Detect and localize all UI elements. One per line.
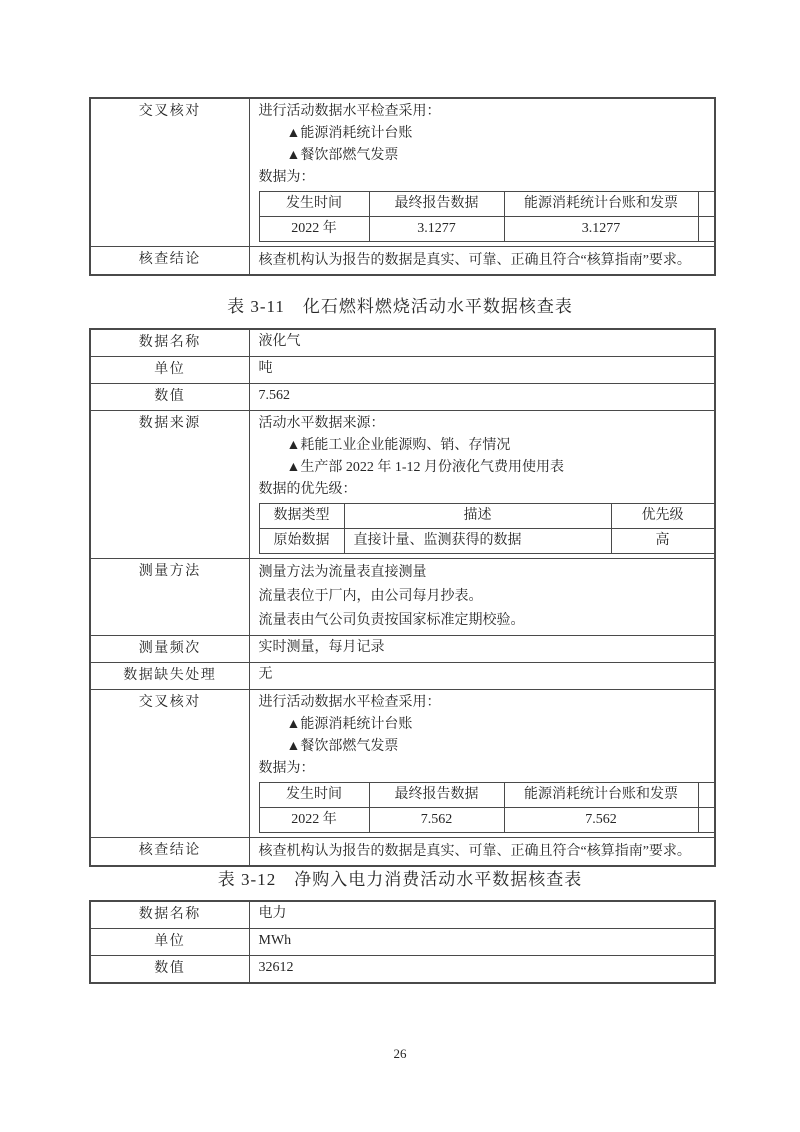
cross-check-label: 交叉核对 xyxy=(90,690,249,838)
col-header-report: 最终报告数据 xyxy=(369,783,504,808)
value-report: 7.562 xyxy=(369,808,504,833)
source-intro: 活动水平数据来源： xyxy=(258,416,385,431)
conclusion-content xyxy=(249,838,715,867)
table-row xyxy=(90,559,715,636)
table-row xyxy=(90,247,715,276)
value-value: 32612 xyxy=(249,956,715,984)
source-bullet: ▲生产部 2022 年 1-12 月份液化气费用使用表 xyxy=(286,460,565,475)
cross-check-content xyxy=(249,98,715,247)
table-row xyxy=(90,357,715,384)
col-header-desc: 描述 xyxy=(344,504,611,529)
frequency-value: 实时测量，每月记录 xyxy=(249,636,715,663)
source-bullet: ▲耗能工业企业能源购、销、存情况 xyxy=(286,438,511,453)
value-ledger: 7.562 xyxy=(504,808,698,833)
col-header-priority: 优先级 xyxy=(611,504,714,529)
table-row xyxy=(90,838,715,867)
cross-check-bullet: ▲餐饮部燃气发票 xyxy=(286,148,399,163)
inner-header-row xyxy=(259,504,714,529)
value-report: 3.1277 xyxy=(369,217,504,242)
value-ledger: 3.1277 xyxy=(504,217,698,242)
col-header-time: 发生时间 xyxy=(259,192,369,217)
table-row xyxy=(90,956,715,984)
value-type: 原始数据 xyxy=(259,529,344,554)
cross-check-label: 交叉核对 xyxy=(90,98,249,247)
missing-data-value: 无 xyxy=(249,663,715,690)
conclusion-text: 核查机构认为报告的数据是真实、可靠、正确且符合“核算指南”要求。 xyxy=(258,844,691,859)
cross-check-bullet: ▲能源消耗统计台账 xyxy=(286,717,413,732)
inner-data-row xyxy=(259,217,715,242)
method-line: 测量方法为流量表直接测量 xyxy=(258,565,427,580)
table-row xyxy=(90,384,715,411)
unit-label: 单位 xyxy=(90,929,249,956)
data-name-value: 液化气 xyxy=(249,329,715,357)
data-name-value: 电力 xyxy=(249,901,715,929)
method-line: 流量表位于厂内，由公司每月抄表。 xyxy=(258,589,483,604)
cross-check-bullet: ▲能源消耗统计台账 xyxy=(286,126,413,141)
data-source-label: 数据来源 xyxy=(90,411,249,559)
conclusion-label: 核查结论 xyxy=(90,247,249,276)
table-row xyxy=(90,929,715,956)
col-header-ledger: 能源消耗统计台账和发票 xyxy=(504,192,698,217)
table-row xyxy=(90,663,715,690)
table-3-11-title: 表 3-11 化石燃料燃烧活动水平数据核查表 xyxy=(227,297,573,316)
missing-data-label: 数据缺失处理 xyxy=(90,663,249,690)
cross-check-inner-table xyxy=(259,782,716,833)
priority-inner-table xyxy=(259,503,715,554)
unit-value: 吨 xyxy=(249,357,715,384)
value-time: 2022 年 xyxy=(259,217,369,242)
inner-data-row xyxy=(259,529,714,554)
value-desc: 直接计量、监测获得的数据 xyxy=(344,529,611,554)
conclusion-content xyxy=(249,247,715,276)
method-content xyxy=(249,559,715,636)
value-value: 7.562 xyxy=(249,384,715,411)
table-row xyxy=(90,901,715,929)
table-row xyxy=(90,411,715,559)
method-line: 流量表由气公司负责按国家标准定期校验。 xyxy=(258,613,525,628)
table-3-12 xyxy=(89,900,716,984)
inner-table-spacer-cell xyxy=(698,192,715,217)
value-label: 数值 xyxy=(90,956,249,984)
table-row xyxy=(90,690,715,838)
frequency-label: 测量频次 xyxy=(90,636,249,663)
inner-data-row xyxy=(259,808,715,833)
value-priority: 高 xyxy=(611,529,714,554)
col-header-time: 发生时间 xyxy=(259,783,369,808)
table-3-12-title: 表 3-12 净购入电力消费活动水平数据核查表 xyxy=(217,870,583,889)
inner-header-row xyxy=(259,192,715,217)
table-row xyxy=(90,98,715,247)
value-time: 2022 年 xyxy=(259,808,369,833)
table-3-11 xyxy=(89,328,716,867)
unit-value: MWh xyxy=(249,929,715,956)
col-header-report: 最终报告数据 xyxy=(369,192,504,217)
table-row xyxy=(90,636,715,663)
cross-check-intro: 进行活动数据水平检查采用： xyxy=(258,695,441,710)
inner-table-spacer-cell xyxy=(698,808,715,833)
cross-check-inner-table xyxy=(259,191,716,242)
data-name-label: 数据名称 xyxy=(90,901,249,929)
inner-header-row xyxy=(259,783,715,808)
cross-check-bullet: ▲餐饮部燃气发票 xyxy=(286,739,399,754)
col-header-ledger: 能源消耗统计台账和发票 xyxy=(504,783,698,808)
cross-check-intro: 进行活动数据水平检查采用： xyxy=(258,104,441,119)
cross-check-content xyxy=(249,690,715,838)
data-name-label: 数据名称 xyxy=(90,329,249,357)
cross-check-data-label: 数据为： xyxy=(258,170,315,185)
inner-table-spacer-cell xyxy=(698,783,715,808)
source-priority-label: 数据的优先级： xyxy=(258,482,357,497)
conclusion-text: 核查机构认为报告的数据是真实、可靠、正确且符合“核算指南”要求。 xyxy=(258,253,691,268)
table-continuation xyxy=(89,97,716,276)
method-label: 测量方法 xyxy=(90,559,249,636)
data-source-content xyxy=(249,411,715,559)
page-number: 26 xyxy=(393,1046,407,1061)
table-row xyxy=(90,329,715,357)
cross-check-data-label: 数据为： xyxy=(258,761,315,776)
conclusion-label: 核查结论 xyxy=(90,838,249,867)
unit-label: 单位 xyxy=(90,357,249,384)
inner-table-spacer-cell xyxy=(698,217,715,242)
col-header-type: 数据类型 xyxy=(259,504,344,529)
value-label: 数值 xyxy=(90,384,249,411)
